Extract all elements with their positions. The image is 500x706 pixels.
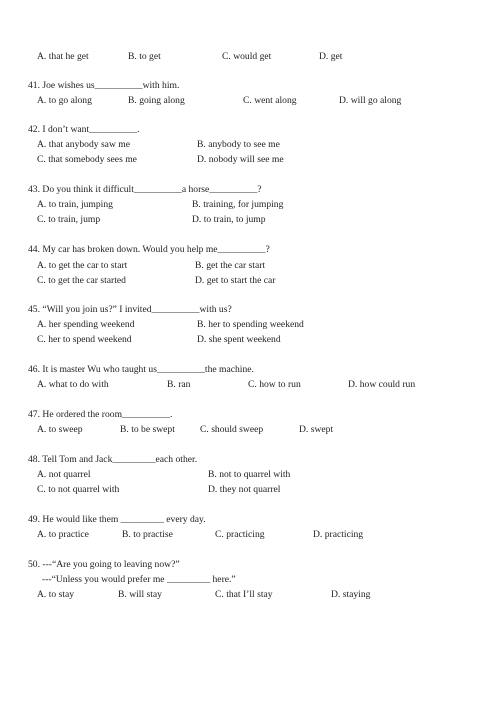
- question-stem: 48. Tell Tom and Jack_________each other.: [28, 454, 198, 465]
- option-b: B. will stay: [118, 589, 162, 600]
- question-stem: 49. He would like them _________ every day.: [28, 514, 206, 525]
- option-d: D. staying: [331, 589, 371, 600]
- option-a: A. to stay: [37, 589, 75, 600]
- option-a: A. her spending weekend: [37, 319, 135, 330]
- option-c: C. how to run: [248, 379, 301, 390]
- option-c: C. that I’ll stay: [215, 589, 273, 600]
- option-b: B. anybody to see me: [197, 139, 280, 150]
- option-c: C. her to spend weekend: [37, 334, 132, 345]
- option-d: D. practicing: [313, 529, 364, 540]
- option-b: B. training, for jumping: [192, 199, 284, 210]
- option-c: C. went along: [243, 95, 297, 106]
- option-b: B. going along: [128, 95, 185, 106]
- question-stem: 46. It is master Wu who taught us__________the machine.: [28, 364, 254, 375]
- option-a: A. to sweep: [37, 424, 83, 435]
- question-stem: 41. Joe wishes us__________with him.: [28, 80, 180, 91]
- option-d: D. get to start the car: [195, 275, 276, 286]
- option-c: C. would get: [222, 51, 272, 62]
- question-stem: 47. He ordered the room__________.: [28, 409, 173, 420]
- question-stem: 50. ---“Are you going to leaving now?”: [28, 559, 180, 570]
- option-b: B. get the car start: [195, 260, 266, 271]
- option-d: D. they not quarrel: [208, 484, 281, 495]
- option-b: B. to get: [128, 51, 161, 62]
- option-d: D. she spent weekend: [197, 334, 281, 345]
- question-stem: 43. Do you think it difficult__________a horse__________?: [28, 184, 262, 195]
- option-c: C. to not quarrel with: [37, 484, 120, 495]
- option-d: D. to train, to jump: [192, 214, 266, 225]
- option-d: D. will go along: [339, 95, 402, 106]
- option-d: D. how could run: [348, 379, 416, 390]
- option-a: A. what to do with: [37, 379, 109, 390]
- option-c: C. should sweep: [200, 424, 264, 435]
- question-stem: 44. My car has broken down. Would you help me__________?: [28, 244, 270, 255]
- option-c: C. that somebody sees me: [37, 154, 137, 165]
- option-d: D. nobody will see me: [197, 154, 284, 165]
- option-b: B. not to quarrel with: [208, 469, 291, 480]
- option-b: B. ran: [167, 379, 191, 390]
- question-stem: 45. “Will you join us?” I invited__________with us?: [28, 304, 232, 315]
- option-d: D. swept: [299, 424, 334, 435]
- option-a: A. not quarrel: [37, 469, 91, 480]
- option-a: A. to go along: [37, 95, 92, 106]
- option-a: A. that he get: [37, 51, 89, 62]
- option-c: C. to get the car started: [37, 275, 126, 286]
- option-d: D. get: [319, 51, 343, 62]
- option-b: B. to practise: [122, 529, 173, 540]
- option-a: A. to practice: [37, 529, 89, 540]
- option-b: B. her to spending weekend: [197, 319, 304, 330]
- option-a: A. to get the car to start: [37, 260, 128, 271]
- option-a: A. to train, jumping: [37, 199, 113, 210]
- question-stem: 42. I don’t want__________.: [28, 124, 140, 135]
- option-c: C. to train, jump: [37, 214, 101, 225]
- question-stem-continued: ---“Unless you would prefer me _________ here.”: [42, 574, 236, 585]
- option-a: A. that anybody saw me: [37, 139, 130, 150]
- option-b: B. to be swept: [120, 424, 175, 435]
- option-c: C. practicing: [215, 529, 265, 540]
